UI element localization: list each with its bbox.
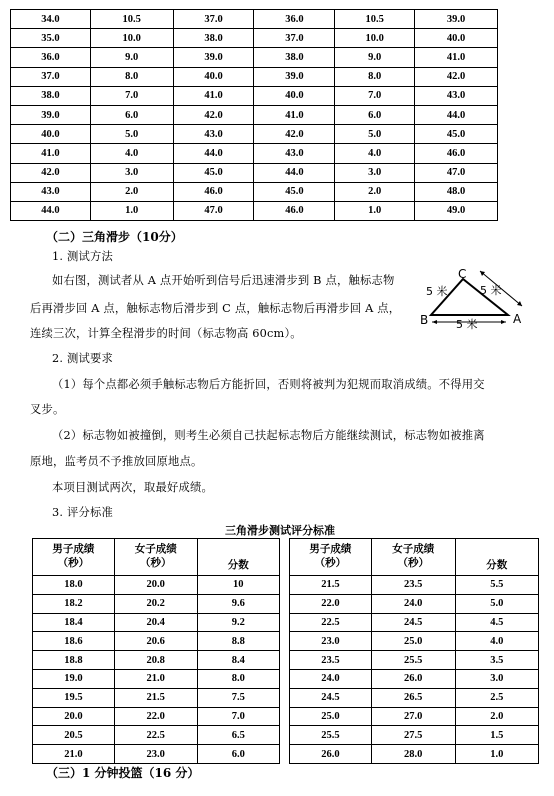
female-score-header: 女子成绩 （秒） [371, 539, 455, 576]
score-table-left-body [33, 576, 280, 764]
table-cell: 42.0 [173, 105, 254, 124]
table-row [290, 726, 539, 745]
table-cell: 41.0 [415, 48, 498, 67]
arrowhead-icon [501, 320, 506, 324]
table-cell: 21.5 [290, 576, 372, 595]
table-cell: 37.0 [11, 67, 91, 86]
table-cell: 18.6 [33, 632, 115, 651]
table-cell: 20.4 [114, 613, 197, 632]
table-cell: 20.0 [33, 707, 115, 726]
table-cell: 10.5 [335, 10, 415, 29]
point-c-label: C [458, 267, 467, 281]
table-cell: 22.0 [290, 594, 372, 613]
table-row [11, 29, 498, 48]
table-cell: 9.0 [335, 48, 415, 67]
table-row [290, 688, 539, 707]
table-cell: 40.0 [173, 67, 254, 86]
method-text: 后再滑步回 A 点，触标志物后滑步到 C 点，触标志物后再滑步回 A 点， [30, 302, 401, 315]
table-row [290, 669, 539, 688]
table-cell: 2.0 [335, 182, 415, 201]
table-row [11, 10, 498, 29]
table-cell: 22.5 [114, 726, 197, 745]
table-cell: 4.0 [455, 632, 538, 651]
table-cell: 40.0 [11, 125, 91, 144]
table-row [290, 613, 539, 632]
table-cell: 2.0 [455, 707, 538, 726]
table-cell: 21.0 [114, 669, 197, 688]
table-cell: 26.0 [371, 669, 455, 688]
table-cell: 45.0 [173, 163, 254, 182]
table-cell: 9.6 [197, 594, 279, 613]
table-row [11, 48, 498, 67]
table-cell: 25.0 [290, 707, 372, 726]
table-cell: 6.0 [335, 105, 415, 124]
table-cell: 43.0 [254, 144, 335, 163]
table-cell: 5.0 [335, 125, 415, 144]
table-cell: 1.0 [90, 201, 173, 220]
male-score-header: 男子成绩 （秒） [290, 539, 372, 576]
table-cell: 46.0 [173, 182, 254, 201]
table-cell: 21.5 [114, 688, 197, 707]
arrowhead-icon [480, 271, 485, 276]
previous-score-table [10, 9, 498, 221]
table-cell: 7.5 [197, 688, 279, 707]
table-cell: 10 [197, 576, 279, 595]
table-cell: 42.0 [11, 163, 91, 182]
table-cell: 42.0 [415, 67, 498, 86]
table-cell: 6.0 [197, 745, 279, 764]
table-row [33, 688, 280, 707]
requirement-text: 叉步。 [30, 403, 65, 416]
table-row [33, 613, 280, 632]
table-cell: 38.0 [173, 29, 254, 48]
standards-title: 3. 评分标准 [52, 506, 113, 519]
score-table-title: 三角滑步测试评分标准 [225, 524, 335, 537]
table-cell: 23.5 [371, 576, 455, 595]
table-row [33, 632, 280, 651]
table-cell: 39.0 [254, 67, 335, 86]
requirements-title: 2. 测试要求 [52, 352, 113, 365]
table-cell: 38.0 [11, 86, 91, 105]
requirement-text: 本项目测试两次，取最好成绩。 [52, 481, 213, 494]
table-row [11, 182, 498, 201]
method-text: 连续三次，计算全程滑步的时间（标志物高 60cm）。 [30, 327, 302, 340]
table-cell: 46.0 [415, 144, 498, 163]
table-cell: 1.0 [455, 745, 538, 764]
table-cell: 36.0 [254, 10, 335, 29]
table-cell: 43.0 [11, 182, 91, 201]
score-table-left [32, 538, 280, 764]
table-row [33, 707, 280, 726]
table-cell: 8.8 [197, 632, 279, 651]
table-cell: 25.0 [371, 632, 455, 651]
table-cell: 19.0 [33, 669, 115, 688]
table-cell: 4.5 [455, 613, 538, 632]
male-score-header: 男子成绩 （秒） [33, 539, 115, 576]
table-cell: 3.5 [455, 651, 538, 670]
table-cell: 43.0 [173, 125, 254, 144]
requirement-text: （2）标志物如被撞倒，则考生必须自己扶起标志物后方能继续测试，标志物如被推离 [52, 429, 485, 442]
requirement-text: 原地，监考员不予推放回原地点。 [30, 455, 203, 468]
table-row [33, 576, 280, 595]
table-row [11, 201, 498, 220]
table-row [11, 105, 498, 124]
table-cell: 44.0 [415, 105, 498, 124]
table-row [290, 651, 539, 670]
table-cell: 44.0 [11, 201, 91, 220]
table-cell: 27.0 [371, 707, 455, 726]
table-row [33, 651, 280, 670]
table-cell: 10.0 [335, 29, 415, 48]
table-cell: 37.0 [254, 29, 335, 48]
table-cell: 24.5 [290, 688, 372, 707]
table-row [290, 576, 539, 595]
table-cell: 7.0 [335, 86, 415, 105]
table-cell: 3.0 [90, 163, 173, 182]
table-cell: 1.0 [335, 201, 415, 220]
table-cell: 9.2 [197, 613, 279, 632]
table-row [290, 594, 539, 613]
table-cell: 26.5 [371, 688, 455, 707]
right-distance-label: 5 米 [480, 284, 502, 297]
table-cell: 42.0 [254, 125, 335, 144]
table-cell: 8.0 [335, 67, 415, 86]
table-cell: 20.2 [114, 594, 197, 613]
table-cell: 39.0 [173, 48, 254, 67]
table-cell: 24.0 [371, 594, 455, 613]
table-row [11, 86, 498, 105]
score-table-right [289, 538, 539, 764]
table-cell: 5.0 [455, 594, 538, 613]
triangle-slide-diagram [418, 266, 530, 332]
table-cell: 6.5 [197, 726, 279, 745]
table-cell: 7.0 [90, 86, 173, 105]
table-cell: 27.5 [371, 726, 455, 745]
table-cell: 24.0 [290, 669, 372, 688]
table-cell: 36.0 [11, 48, 91, 67]
table-cell: 45.0 [415, 125, 498, 144]
table-row [290, 632, 539, 651]
table-cell: 37.0 [173, 10, 254, 29]
table-cell: 3.0 [335, 163, 415, 182]
points-header: 分数 [455, 539, 538, 576]
table-cell: 10.5 [90, 10, 173, 29]
table-cell: 1.5 [455, 726, 538, 745]
table-cell: 45.0 [254, 182, 335, 201]
table-row [11, 125, 498, 144]
table-cell: 5.5 [455, 576, 538, 595]
left-distance-label: 5 米 [426, 285, 448, 298]
table-cell: 21.0 [33, 745, 115, 764]
table-row [11, 67, 498, 86]
table-cell: 7.0 [197, 707, 279, 726]
table-cell: 39.0 [11, 105, 91, 124]
table-cell: 6.0 [90, 105, 173, 124]
table-cell: 10.0 [90, 29, 173, 48]
table-cell: 25.5 [371, 651, 455, 670]
table-row [33, 669, 280, 688]
table-cell: 47.0 [173, 201, 254, 220]
table-row [11, 144, 498, 163]
table-cell: 18.8 [33, 651, 115, 670]
point-b-label: B [420, 313, 429, 327]
table-cell: 44.0 [254, 163, 335, 182]
table-cell: 35.0 [11, 29, 91, 48]
previous-score-table-body [11, 10, 498, 221]
table-cell: 18.0 [33, 576, 115, 595]
table-cell: 2.0 [90, 182, 173, 201]
table-cell: 34.0 [11, 10, 91, 29]
table-cell: 39.0 [415, 10, 498, 29]
table-row [33, 726, 280, 745]
table-cell: 48.0 [415, 182, 498, 201]
table-cell: 41.0 [173, 86, 254, 105]
table-row [33, 594, 280, 613]
table-row [33, 745, 280, 764]
table-cell: 43.0 [415, 86, 498, 105]
table-cell: 8.0 [90, 67, 173, 86]
female-score-header: 女子成绩 （秒） [114, 539, 197, 576]
table-cell: 4.0 [90, 144, 173, 163]
table-cell: 40.0 [254, 86, 335, 105]
table-cell: 4.0 [335, 144, 415, 163]
section-heading-shooting: （三）1 分钟投篮（16 分） [46, 766, 200, 780]
table-cell: 25.5 [290, 726, 372, 745]
table-cell: 20.0 [114, 576, 197, 595]
table-cell: 22.5 [290, 613, 372, 632]
table-cell: 40.0 [415, 29, 498, 48]
table-cell: 46.0 [254, 201, 335, 220]
method-title: 1. 测试方法 [52, 250, 113, 263]
table-cell: 20.6 [114, 632, 197, 651]
table-cell: 24.5 [371, 613, 455, 632]
method-text: 如右图，测试者从 A 点开始听到信号后迅速滑步到 B 点，触标志物 [52, 274, 395, 287]
table-cell: 23.0 [290, 632, 372, 651]
table-cell: 18.4 [33, 613, 115, 632]
table-cell: 26.0 [290, 745, 372, 764]
table-cell: 44.0 [173, 144, 254, 163]
table-cell: 49.0 [415, 201, 498, 220]
table-cell: 18.2 [33, 594, 115, 613]
table-cell: 5.0 [90, 125, 173, 144]
points-header: 分数 [197, 539, 279, 576]
table-cell: 19.5 [33, 688, 115, 707]
table-cell: 41.0 [254, 105, 335, 124]
table-cell: 2.5 [455, 688, 538, 707]
table-row [290, 745, 539, 764]
requirement-text: （1）每个点都必须手触标志物后方能折回，否则将被判为犯规而取消成绩。不得用交 [52, 378, 485, 391]
arrowhead-icon [432, 320, 437, 324]
score-table-right-body [290, 576, 539, 764]
point-a-label: A [513, 312, 522, 326]
table-cell: 20.8 [114, 651, 197, 670]
table-cell: 8.4 [197, 651, 279, 670]
table-cell: 22.0 [114, 707, 197, 726]
table-cell: 23.5 [290, 651, 372, 670]
table-cell: 3.0 [455, 669, 538, 688]
table-row [11, 163, 498, 182]
table-cell: 38.0 [254, 48, 335, 67]
arrowhead-icon [517, 301, 522, 306]
table-cell: 47.0 [415, 163, 498, 182]
table-cell: 23.0 [114, 745, 197, 764]
section-heading-triangle-slide: （二）三角滑步（10分） [46, 230, 183, 244]
table-cell: 28.0 [371, 745, 455, 764]
table-cell: 8.0 [197, 669, 279, 688]
bottom-distance-label: 5 米 [456, 318, 478, 331]
table-cell: 9.0 [90, 48, 173, 67]
table-cell: 41.0 [11, 144, 91, 163]
table-row [290, 707, 539, 726]
table-cell: 20.5 [33, 726, 115, 745]
